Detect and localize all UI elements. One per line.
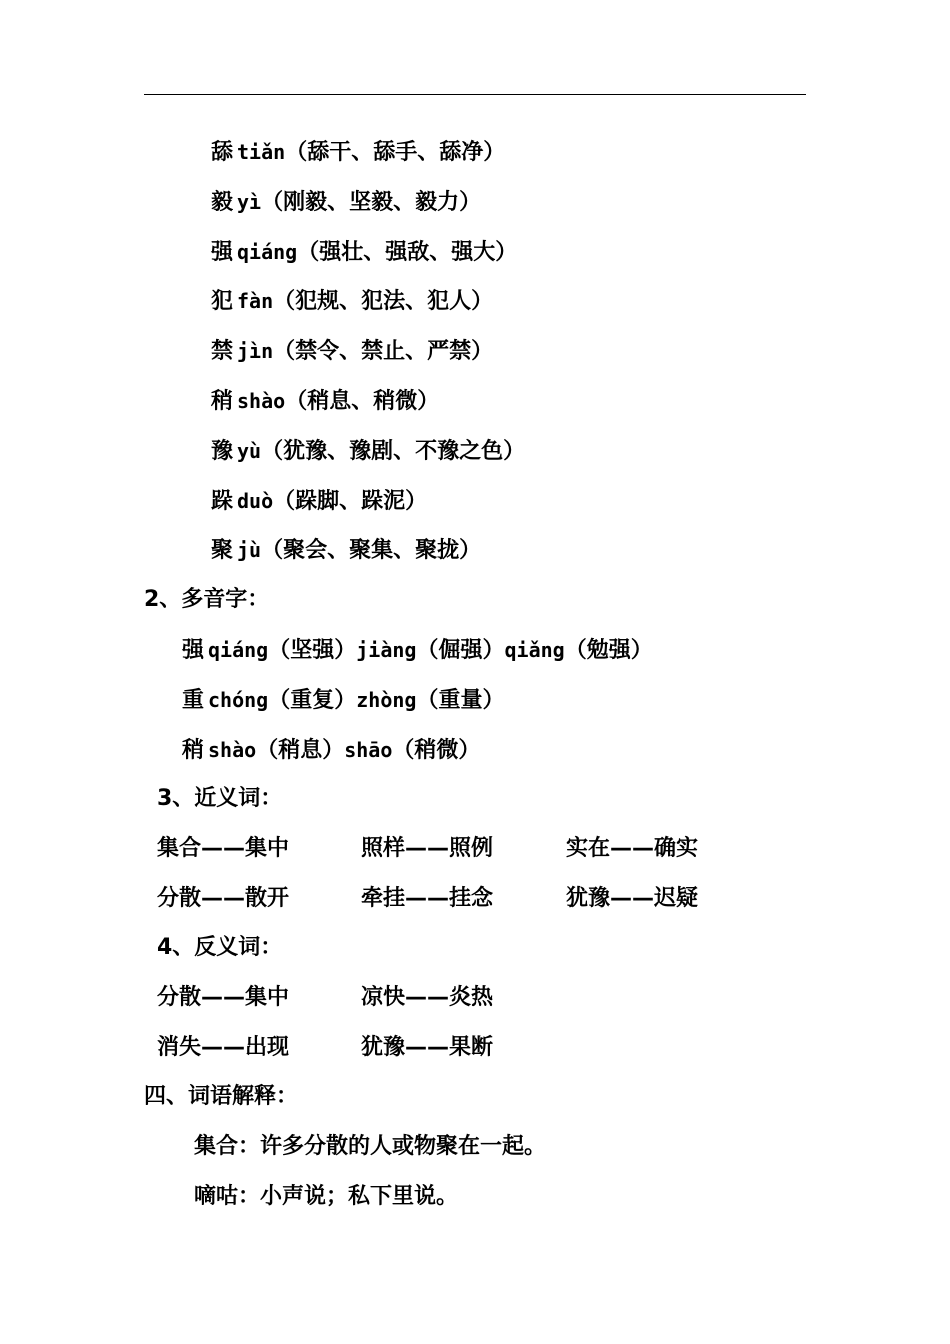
word-example: （重复） [268,687,357,713]
character: 强 [182,638,205,663]
explanation-entry: 嘀咕：小声说；私下里说。 [194,1183,459,1209]
char-entry [211,186,481,218]
pinyin: yì [237,189,262,214]
character: 稍 [182,737,205,763]
explanations-heading: 四、词语解释： [144,1084,299,1109]
character: 毅 [211,189,234,215]
pinyin: jìn [237,339,274,364]
char-entry [211,285,493,317]
character: 强 [211,239,234,265]
pinyin: qiáng [208,638,269,662]
pinyin: shào [208,737,257,762]
pinyin: fàn [237,289,274,314]
antonym-pair: 凉快——炎热 [361,985,494,1010]
explanation-entry: 集合：许多分散的人或物聚在一起。 [194,1134,547,1159]
character: 舔 [211,140,234,165]
pinyin: tiǎn [237,140,286,164]
pinyin: jiàng [356,638,417,662]
word-example: （稍微） [392,737,481,763]
char-entry [211,236,517,268]
synonym-pair: 集合——集中 [157,836,290,861]
character: 豫 [211,438,234,464]
word-examples: （聚会、聚集、聚拢） [261,538,482,564]
character: 跺 [211,488,234,514]
word-examples: （刚毅、坚毅、毅力） [261,189,482,215]
word-examples: （犹豫、豫剧、不豫之色） [261,438,526,464]
character: 聚 [211,538,234,564]
antonym-pair: 犹豫——果断 [361,1034,494,1060]
character: 重 [182,687,205,713]
char-entry [211,136,505,168]
header-rule [144,94,806,95]
pinyin: zhòng [356,687,417,712]
word-example: （坚强） [268,638,357,663]
char-entry [211,485,427,517]
word-examples: （舔干、舔手、舔净） [285,140,506,165]
antonyms-heading: 4、反义词： [157,935,283,960]
polyphonic-entry [182,684,504,716]
word-examples: （犯规、犯法、犯人） [273,289,494,315]
polyphonic-entry [182,734,480,766]
pinyin: yù [237,438,262,463]
word-examples: （稍息、稍微） [285,389,440,414]
synonym-pair: 照样——照例 [361,836,494,861]
synonyms-heading: 3、近义词： [157,786,283,811]
polyphonic-heading: 2、多音字： [144,587,270,612]
word-example: （重量） [416,687,505,713]
synonym-pair: 分散——散开 [157,885,290,911]
pinyin: qiǎng [504,638,565,662]
word-example: （稍息） [256,737,345,763]
pinyin: shào [237,389,286,413]
synonym-pair: 牵挂——挂念 [361,885,494,911]
char-entry [211,385,439,417]
char-entry [211,534,481,566]
character: 犯 [211,289,234,315]
character: 稍 [211,389,234,414]
word-example: （勉强） [564,638,653,663]
antonym-pair: 分散——集中 [157,985,290,1010]
word-examples: （禁令、禁止、严禁） [273,339,494,365]
antonym-pair: 消失——出现 [157,1034,290,1060]
pinyin: qiáng [237,239,298,264]
word-example: （倔强） [416,638,505,663]
pinyin: jù [237,538,262,563]
pinyin: shāo [344,737,393,762]
word-examples: （跺脚、跺泥） [273,488,428,514]
pinyin: duò [237,488,274,513]
synonym-pair: 实在——确实 [566,836,699,861]
polyphonic-entry [182,634,653,666]
pinyin: chóng [208,687,269,712]
char-entry [211,435,525,467]
word-examples: （强壮、强敌、强大） [297,239,518,265]
char-entry [211,335,493,367]
synonym-pair: 犹豫——迟疑 [566,885,699,911]
character: 禁 [211,339,234,365]
